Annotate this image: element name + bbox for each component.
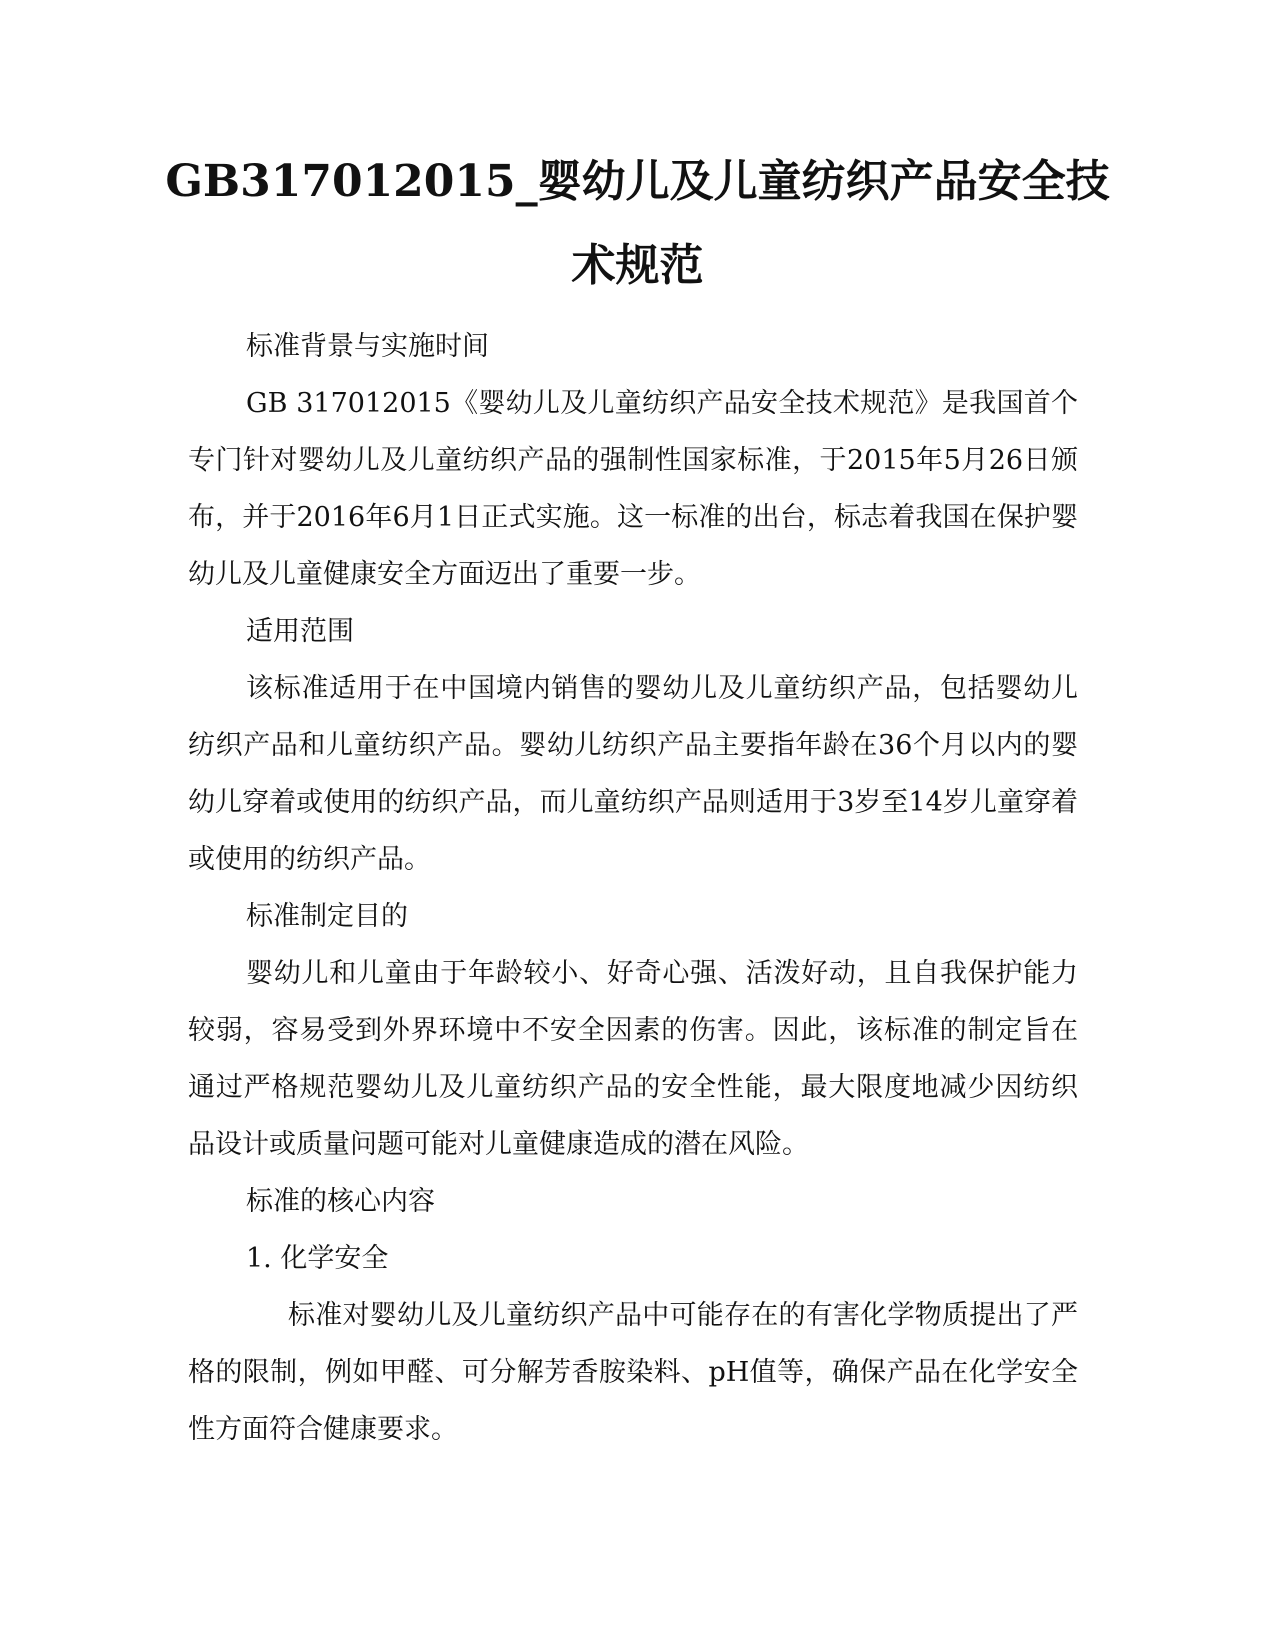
section-heading-scope: 适用范围 [246,616,354,647]
subheading-chemical-safety: 1. 化学安全 [246,1243,389,1274]
section-heading-background: 标准背景与实施时间 [246,331,489,362]
document-body [188,318,1078,1458]
document-title: GB317012015_婴幼儿及儿童纺织产品安全技术规范 [165,156,1110,291]
paragraph-background: GB 317012015《婴幼儿及儿童纺织产品安全技术规范》是我国首个专门针对婴幼儿及儿童纺织产品的强制性国家标准，于2015年5月26日颁布，并于2016年6月1日正式实施。这一标准的出台，标志着我国在保护婴幼儿及儿童健康安全方面迈出了重要一步。 [188,388,1078,590]
paragraph-purpose: 婴幼儿和儿童由于年龄较小、好奇心强、活泼好动，且自我保护能力较弱，容易受到外界环境中不安全因素的伤害。因此，该标准的制定旨在通过严格规范婴幼儿及儿童纺织产品的安全性能，最大限度地减少因纺织品设计或质量问题可能对儿童健康造成的潜在风险。 [188,958,1078,1160]
paragraph-chemical-safety: 标准对婴幼儿及儿童纺织产品中可能存在的有害化学物质提出了严格的限制，例如甲醛、可分解芳香胺染料、pH值等，确保产品在化学安全性方面符合健康要求。 [188,1300,1078,1445]
paragraph-scope: 该标准适用于在中国境内销售的婴幼儿及儿童纺织产品，包括婴幼儿纺织产品和儿童纺织产品。婴幼儿纺织产品主要指年龄在36个月以内的婴幼儿穿着或使用的纺织产品，而儿童纺织产品则适用于3岁至14岁儿童穿着或使用的纺织产品。 [188,673,1078,875]
section-heading-core-content: 标准的核心内容 [246,1186,435,1217]
section-heading-purpose: 标准制定目的 [246,901,408,932]
